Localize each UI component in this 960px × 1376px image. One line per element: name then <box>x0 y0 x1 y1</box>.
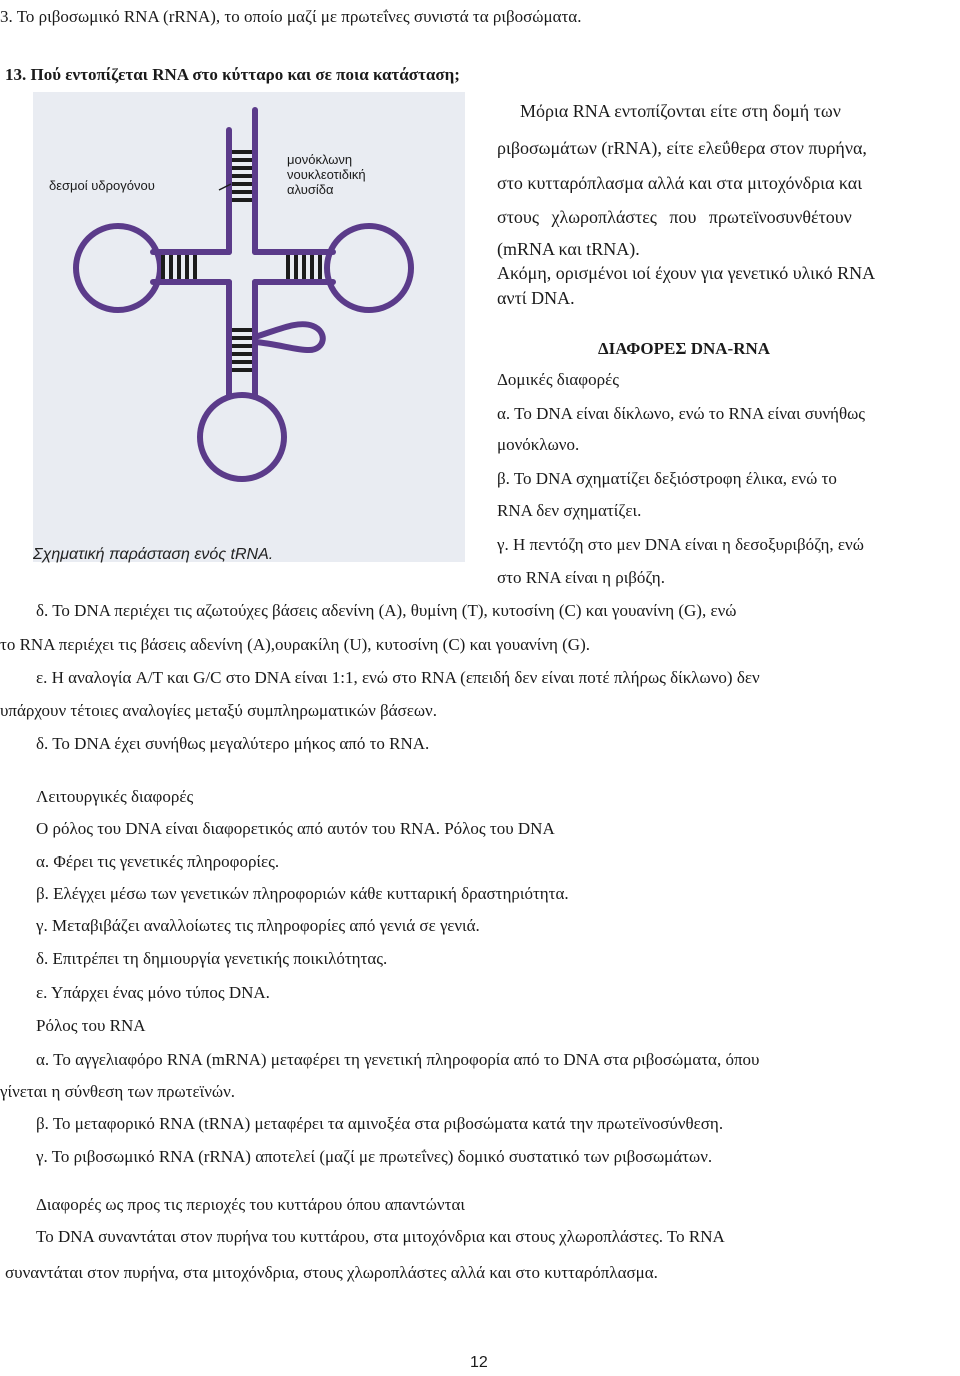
page-number: 12 <box>470 1354 488 1371</box>
location-line1: Το DNA συναντάται στον πυρήνα του κυττάρου, στα μιτοχόνδρια και στους χλωροπλάστες. Το RNA <box>36 1227 725 1246</box>
functional-diffs-title: Λειτουργικές διαφορές <box>36 787 194 806</box>
diff-d-line2: το RNA περιέχει τις βάσεις αδενίνη (A),ουρακίλη (U), κυτοσίνη (C) και γουανίνη (G). <box>0 635 590 654</box>
right-line-2: ριβοσωμάτων (rRNA), είτε ελεΰθερα στον πυρήνα, <box>497 138 867 158</box>
right-line-5: (mRNA και tRNA). <box>497 239 640 259</box>
diff-b-line2: RNA δεν σχηματίζει. <box>497 501 642 520</box>
diff-e-line2: υπάρχουν τέτοιες αναλογίες μεταξύ συμπληρωματικών βάσεων. <box>0 701 437 720</box>
dna-role-b: β. Ελέγχει μέσω των γενετικών πληροφοριών κάθε κυτταρική δραστηριότητα. <box>36 884 569 903</box>
dna-role-intro: Ο ρόλος του DNA είναι διαφορετικός από αυτόν του RNA. Ρόλος του DNA <box>36 819 555 838</box>
diff-a-line2: μονόκλωνο. <box>497 435 580 454</box>
rna-role-a-line2: γίνεται η σύνθεση των πρωτεϊνών. <box>0 1082 236 1101</box>
trna-figure <box>33 92 465 562</box>
diff-a-line1: α. Το DNA είναι δίκλωνο, ενώ το RNA είναι συνήθως <box>497 404 866 423</box>
diff-length: δ. Το DNA έχει συνήθως μεγαλύτερο μήκος από το RNA. <box>36 734 430 753</box>
rna-role-b: β. Το μεταφορικό RNA (tRNA) μεταφέρει τα αμινοξέα στα ριβοσώματα κατά την πρωτεϊνοσύνθεση. <box>36 1114 724 1133</box>
rna-role-title: Ρόλος του RNA <box>36 1016 146 1035</box>
structural-diffs-title: Δομικές διαφορές <box>497 370 619 389</box>
diff-c-line1: γ. Η πεντόζη στο μεν DNA είναι η δεσοξυριβόζη, ενώ <box>497 535 864 554</box>
dna-role-c: γ. Μεταβιβάζει αναλλοίωτες τις πληροφορίες από γενιά σε γενιά. <box>36 916 480 935</box>
diff-d-line1: δ. Το DNA περιέχει τις αζωτούχες βάσεις αδενίνη (A), θυμίνη (T), κυτοσίνη (C) και γουανίνη (G), ενώ <box>36 601 737 620</box>
label-single-strand <box>287 152 366 197</box>
right-line-7: αντί DNA. <box>497 288 575 308</box>
dna-role-e: ε. Υπάρχει ένας μόνο τύπος DNA. <box>36 983 270 1002</box>
label-hydrogen-bonds: δεσμοί υδρογόνου <box>49 178 155 193</box>
diff-b-line1: β. Το DNA σχηματίζει δεξιόστροφη έλικα, ενώ το <box>497 469 837 488</box>
right-line-1: Μόρια RNA εντοπίζονται είτε στη δομή των <box>520 101 841 121</box>
rna-role-c: γ. Το ριβοσωμικό RNA (rRNA) αποτελεί (μαζί με πρωτεΐνες) δομικό συστατικό των ριβοσωμάτων. <box>36 1147 713 1166</box>
right-line-4: στους χλωροπλάστες που πρωτεϊνοσυνθέτουν <box>497 207 852 227</box>
trna-diagram <box>33 92 465 562</box>
label-strand-line1: μονόκλωνη <box>287 152 353 167</box>
location-diffs-title: Διαφορές ως προς τις περιοχές του κυττάρου όπου απαντώνται <box>36 1195 465 1214</box>
right-line-6: Ακόμη, ορισμένοι ιοί έχουν για γενετικό υλικό RNA <box>497 263 876 283</box>
dna-role-d: δ. Επιτρέπει τη δημιουργία γενετικής ποικιλότητας. <box>36 949 388 968</box>
diff-e-line1: ε. Η αναλογία A/T και G/C στο DNA είναι 1:1, ενώ στο RNA (επειδή δεν είναι ποτέ πλήρως δίκλωνο) δεν <box>36 668 760 687</box>
dna-role-a: α. Φέρει τις γενετικές πληροφορίες. <box>36 852 280 871</box>
diff-c-line2: στο RNA είναι η ριβόζη. <box>497 568 665 587</box>
label-strand-line3: αλυσίδα <box>287 182 334 197</box>
right-line-3: στο κυτταρόπλασμα αλλά και στα μιτοχόνδρια και <box>497 173 863 193</box>
question-13: 13. Πού εντοπίζεται RNA στο κύτταρο και σε ποια κατάσταση; <box>5 65 460 84</box>
label-strand-line2: νουκλεοτιδική <box>287 167 366 182</box>
section-heading: ΔΙΑΦΟΡΕΣ DNA-RNA <box>598 339 771 358</box>
location-line2: συναντάται στον πυρήνα, στα μιτοχόνδρια, στους χλωροπλάστες αλλά και στο κυτταρόπλασμα. <box>5 1263 658 1282</box>
rna-role-a-line1: α. Το αγγελιαφόρο RNA (mRNA) μεταφέρει τη γενετική πληροφορία από το DNA στα ριβοσώματα, όπου <box>36 1050 760 1069</box>
figure-caption: Σχηματική παράσταση ενός tRNA. <box>33 546 274 563</box>
line-rrna: 3. Το ριβοσωμικό RNA (rRNA), το οποίο μαζί με πρωτεΐνες συνιστά τα ριβοσώματα. <box>0 7 582 26</box>
